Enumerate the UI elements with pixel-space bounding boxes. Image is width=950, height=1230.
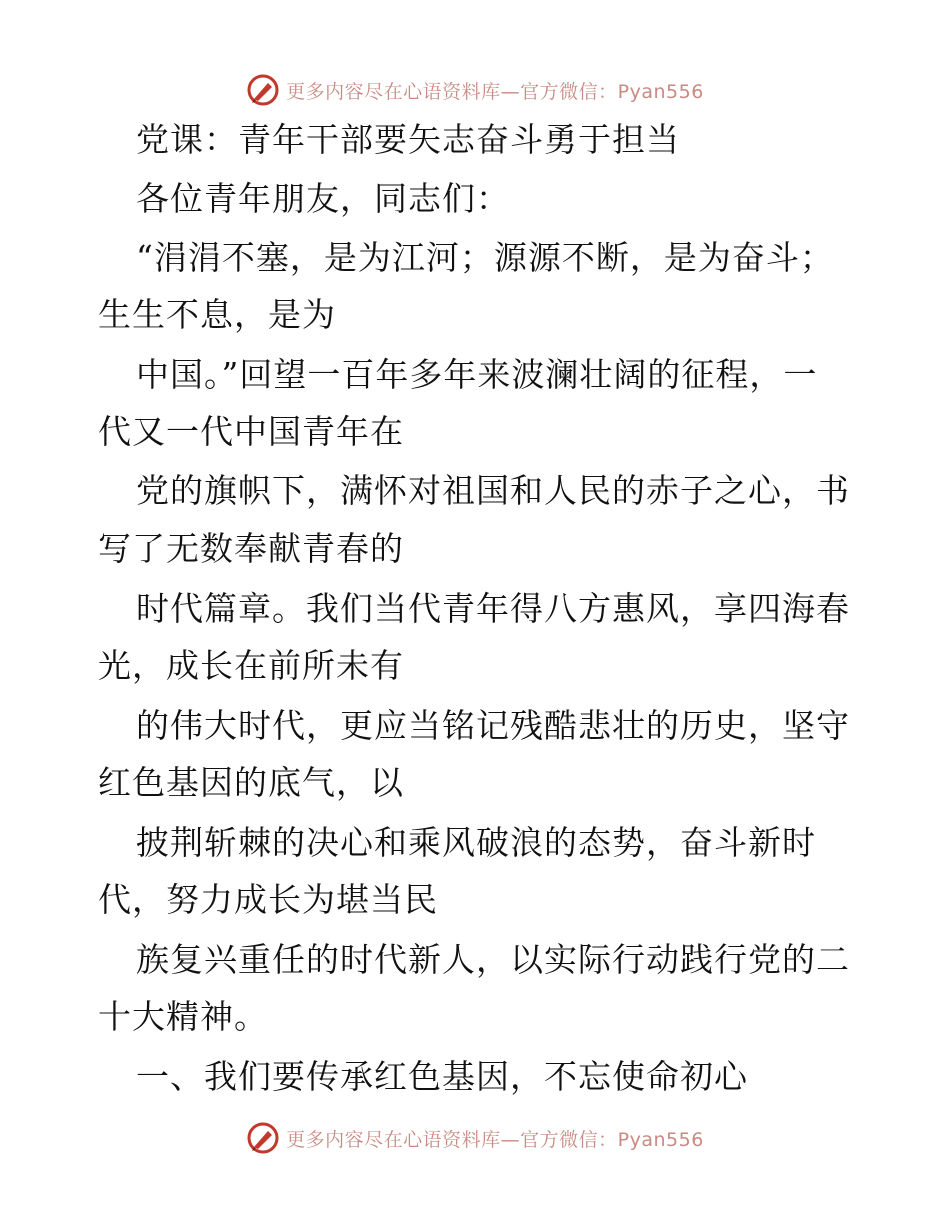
text-line: 党的旗帜下，满怀对祖国和人民的赤子之心，书 bbox=[136, 471, 850, 510]
text-line: 时代篇章。我们当代青年得八方惠风，享四海春 bbox=[136, 589, 850, 628]
text-line: 光，成长在前所未有 bbox=[98, 646, 404, 685]
text-line: 各位青年朋友，同志们： bbox=[136, 179, 510, 218]
text-line: 红色基因的底气，以 bbox=[98, 763, 404, 802]
text-line: “涓涓不塞，是为江河；源源不断，是为奋斗； bbox=[136, 238, 834, 277]
text-line: 生生不息，是为 bbox=[98, 295, 336, 334]
header-watermark bbox=[0, 70, 950, 110]
text-line: 代又一代中国青年在 bbox=[98, 412, 404, 451]
text-line: 党课：青年干部要矢志奋斗勇于担当 bbox=[136, 120, 680, 159]
pen-logo-icon bbox=[246, 1121, 280, 1155]
footer-watermark bbox=[0, 1118, 950, 1158]
text-line: 中国。”回望一百年多年来波澜壮阔的征程，一 bbox=[136, 355, 818, 394]
watermark-text: 更多内容尽在心语资料库—官方微信：Pyan556 bbox=[286, 1128, 704, 1151]
text-line: 代，努力成长为堪当民 bbox=[98, 880, 438, 919]
text-line: 的伟大时代，更应当铭记残酷悲壮的历史，坚守 bbox=[136, 706, 850, 745]
text-line: 披荆斩棘的决心和乘风破浪的态势，奋斗新时 bbox=[136, 823, 816, 862]
text-line: 族复兴重任的时代新人，以实际行动践行党的二 bbox=[136, 940, 850, 979]
text-line: 十大精神。 bbox=[98, 997, 268, 1036]
text-line: 一、我们要传承红色基因，不忘使命初心 bbox=[136, 1057, 748, 1096]
text-line: 写了无数奉献青春的 bbox=[98, 529, 404, 568]
watermark-text: 更多内容尽在心语资料库—官方微信：Pyan556 bbox=[286, 80, 704, 103]
pen-logo-icon bbox=[246, 73, 280, 107]
